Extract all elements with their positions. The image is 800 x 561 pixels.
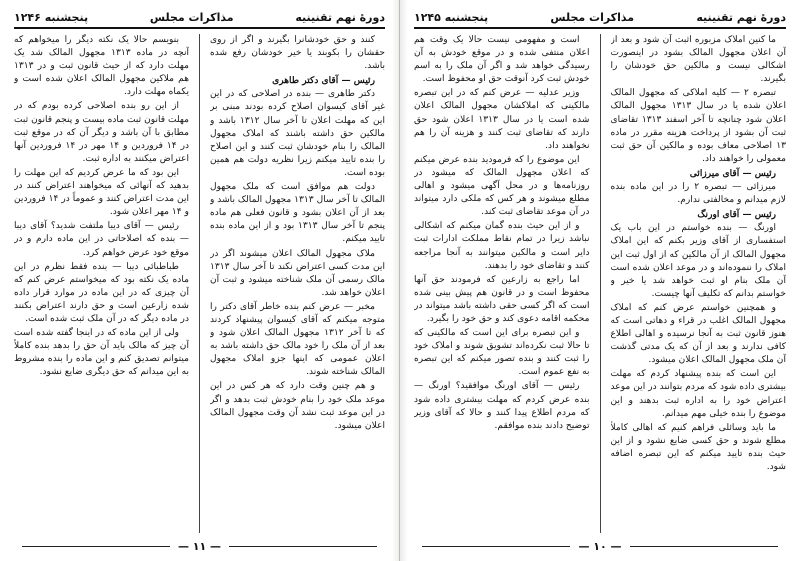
paragraph: رئیس — آقای دکتر طاهری	[272, 75, 375, 87]
right-page-col-right	[611, 34, 787, 533]
footer-rule	[630, 546, 778, 547]
header-date: پنجشنبه ۱۲۴۶	[14, 10, 89, 24]
paragraph: مخبر — عرض کنم بنده خاطر آقای دکتر را متوجه میکنم که آقای کیسوان پیشنهاد کردند که تا آخر ۱۳۱۲ مجهول المالک اعلان شود و بعد از آن ملک را خود مالک حق داشته باشد به اعلان عمومی که اینها جزو املاک مجهول المالک شناخته شوند.	[210, 301, 385, 378]
header-session: دورهٔ نهم تقنینیه	[295, 10, 385, 24]
left-page-col-right	[210, 34, 385, 533]
paragraph: ولی از این ماده که در اینجا گفته شده است آن چیز که مالک باید آن حق را بدهد بنده کاملاً میتوانم تصدیق کنم و این ماده را بنده مشروط به این میدانم که حق دیگری ضایع نشود.	[14, 328, 189, 378]
right-page-col-left	[414, 34, 590, 533]
paragraph: و همچنین خواستم عرض کنم که املاک مجهول المالک اغلب در قراء و دهاتی است که هنوز قانون ثبت به آنجا نرسیده و اهالی اطلاع کافی ندارند و بعد از آن که یک مدتی گذشت آن ملک مجهول المالک اعلان میشود.	[610, 302, 786, 366]
paragraph: کنند و حق خودشانرا بگیرند و اگر از روی حقشان را بکوبند یا خیر خودشان رفع شده باشد.	[210, 35, 385, 72]
column-divider	[600, 34, 601, 533]
paragraph: این موضوع را که فرمودید بنده عرض میکنم که اعلان مجهول المالک که میشود در روزنامه‌ها و در محل آگهی میشود و اهالی مطلع میشوند و هر کس که ملکی دارد میتواند در آن موعد تقاضای ثبت کند.	[414, 154, 590, 218]
paragraph: از این رو بنده اصلاحی کرده بودم که در مهلت قانون ثبت ماده بیست و پنجم قانون ثبت مطابق با آن باشد و دیگر آن که در موقع ثبت در ۱۴ فروردین و ۱۴ مهر در ۱۴ فروردین آنها اعتراض میکنند به اداره ثبت.	[14, 101, 189, 164]
page-number: — ۱۱ —	[177, 539, 222, 553]
column-divider	[199, 34, 200, 533]
left-page-header	[14, 6, 385, 28]
footer-rule	[22, 546, 170, 547]
header-rule	[14, 27, 385, 29]
paragraph: وزیر عدلیه — عرض کنم که در این تبصره مالکینی که املاکشان مجهول المالک اعلان شده است یا در سال ۱۳۱۳ اعلان شود حق دارند که تقاضای ثبت کنند و هزینه آن را هم نخواهند داد.	[414, 88, 590, 151]
paragraph: و هم چنین وقت دارد که هر کس در این موعد ملک خود را بنام خودش ثبت بدهد و اگر در این موعد ثبت نشد آن وقت مجهول المالک اعلان میشود.	[210, 381, 385, 431]
paragraph: تبصره ۲ — کلیه املاکی که مجهول المالک اعلان شده یا در سال ۱۳۱۳ مجهول المالک اعلان شود چنانچه تا آخر اسفند ۱۳۱۳ تقاضای ثبت آن بشود از پرداخت هزینه مقرر در ماده ۱۳ اصلاحی معاف بوده و مالکین آن حق ثبت معمولی را خواهند داد.	[610, 88, 786, 164]
header-session: دورهٔ نهم تقنینیه	[696, 10, 786, 24]
right-page-columns	[414, 34, 786, 533]
paragraph: میرزائی — تبصره ۲ را در این ماده بنده لازم میدانم و مخالفتی ندارم.	[610, 182, 786, 206]
footer-rule	[422, 546, 570, 547]
paragraph: این بود که ما عرض کردیم که این مهلت را بدهید که آنهائی که میخواهند اعتراض کنند در این مدت اعتراض کنند و عموماً در ۱۴ فروردین و ۱۴ مهر اعلان شود.	[14, 167, 189, 218]
paragraph: بنویسم حالا یک نکته دیگر را میخواهم که آنچه در ماده ۱۳۱۳ مجهول المالک شد یک مهلت دارد که از حیث قانون ثبت و در ۱۳۱۳ هم ملاکین مجهول المالک اعلان شده است و یکماه مهلت دارد.	[14, 35, 189, 98]
left-page-col-left	[14, 34, 189, 533]
header-title: مذاکرات مجلس	[149, 10, 234, 24]
paragraph: ما کنین املاک مزبوره اثبت آن شود و بعد از آن اعلان مجهول المالک بشود در اینصورت اشکالی نیست و مالکین حق خودشان را بگیرند.	[610, 35, 786, 85]
paragraph: رئیس — آقای اورنگ	[697, 209, 776, 221]
right-page-header	[414, 6, 786, 28]
header-rule	[414, 27, 786, 29]
header-title: مذاکرات مجلس	[550, 10, 635, 24]
paragraph: دولت هم موافق است که ملک مجهول المالک تا آخر سال ۱۳۱۳ مجهول المالک باشد و بعد از آن اعلان بشود و قانون فعلی هم ماده پنجم تا آخر سال ۱۳۱۳ بود و از این ماده بنده تایید میکنم.	[210, 182, 385, 245]
paragraph: اما راجع به زارعین که فرمودند حق آنها محفوظ است و در قانون هم پیش بینی شده است که اگر کسی حقی داشته باشد میتواند در محکمه اقامه دعوی کند و حق خود را بگیرد.	[414, 274, 590, 324]
paragraph: و این تبصره برای این است که مالکینی که تا حالا ثبت نکرده‌اند تشویق شوند و املاک خود را ثبت کنند و بنده تصور میکنم که این تبصره به نفع عموم است.	[414, 328, 590, 378]
paragraph: ما باید وسائلی فراهم کنیم که اهالی کاملاً مطلع شوند و حق کسی ضایع نشود و از این حیث بنده تایید میکنم که این تبصره اضافه شود.	[610, 422, 786, 472]
paragraph: رئیس — آقای دیبا ملتفت شدید؟ آقای دیبا — بنده که اصلاحاتی در این ماده دارم و در موقع خود عرض خواهم کرد.	[14, 221, 189, 258]
paragraph: اورنگ — بنده خواستم در این باب یک استفساری از آقای وزیر بکنم که این املاک مجهول المالک از آن مالکین که از اول ثبت این املاک را ننموده‌اند و در موعد اعلان شده است آن ملک بنام او ثبت خواهد شد یا خیر و خواستم بدانم که تکلیف آنها چیست.	[610, 223, 786, 299]
paragraph: این است که بنده پیشنهاد کردم که مهلت بیشتری داده شود که مردم بتوانند در این موعد اعتراض خود را به اداره ثبت بدهند و این موضوع را بنده خیلی مهم میدانم.	[610, 369, 786, 419]
paragraph: ملاک مجهول المالک اعلان میشوند اگر در این مدت کسی اعتراض نکند تا آخر سال ۱۳۱۳ مالک رسمی آن ملک شناخته میشود و ثبت آن اعلان خواهد شد.	[210, 248, 385, 298]
left-page-columns	[14, 34, 385, 533]
header-date: پنجشنبه ۱۲۴۵	[414, 10, 489, 24]
paragraph: دکتر طاهری — بنده در اصلاحی که در این غیر آقای کیسوان اصلاح کرده بودند مبنی بر این که مهلت اعلان تا آخر سال ۱۳۱۲ باشد و مالکین حق داشته باشند که املاک مجهول المالک را بنام خودشان ثبت کنند و این اصلاح را بنده تایید میکنم زیرا نظریه دولت هم همین بوده است.	[210, 89, 385, 178]
paragraph: رئیس — آقای میرزائی	[689, 167, 776, 179]
paragraph: طباطبائی دیبا — بنده فقط نظرم در این ماده یک نکته بود که میخواستم عرض کنم که آن چیزی که در این ماده در موارد قرار داده شده زارعین است و حق دارند اعتراض بکنند در ماده دیگر که در آن ملک ثبت شده است.	[14, 261, 189, 324]
paragraph: و از این حیث بنده گمان میکنم که اشکالی نباشد زیرا در تمام نقاط مملکت ادارات ثبت دایر است و مالکین میتوانند به آنجا مراجعه کنند و تقاضای خود را بدهند.	[414, 221, 590, 271]
footer-rule	[229, 546, 377, 547]
paragraph: رئیس — آقای اورنگ موافقید؟ اورنگ — بنده عرض کردم که مهلت بیشتری داده شود که مردم اطلاع پیدا کنند و حالا که آقای وزیر توضیح دادند بنده موافقم.	[414, 381, 590, 431]
paragraph: است و مفهومی نیست حالا یک وقت هم اعلان منتفی شده و در موقع خودش به آن رسیدگی خواهد شد و اگر آن ملک را به اسم خودش ثبت کرد آنوقت حق او محفوظ است.	[414, 35, 590, 85]
right-page	[400, 0, 800, 561]
right-page-footer	[414, 539, 786, 553]
left-page-footer	[14, 539, 385, 553]
page-number: — ۱۰ —	[578, 539, 622, 553]
